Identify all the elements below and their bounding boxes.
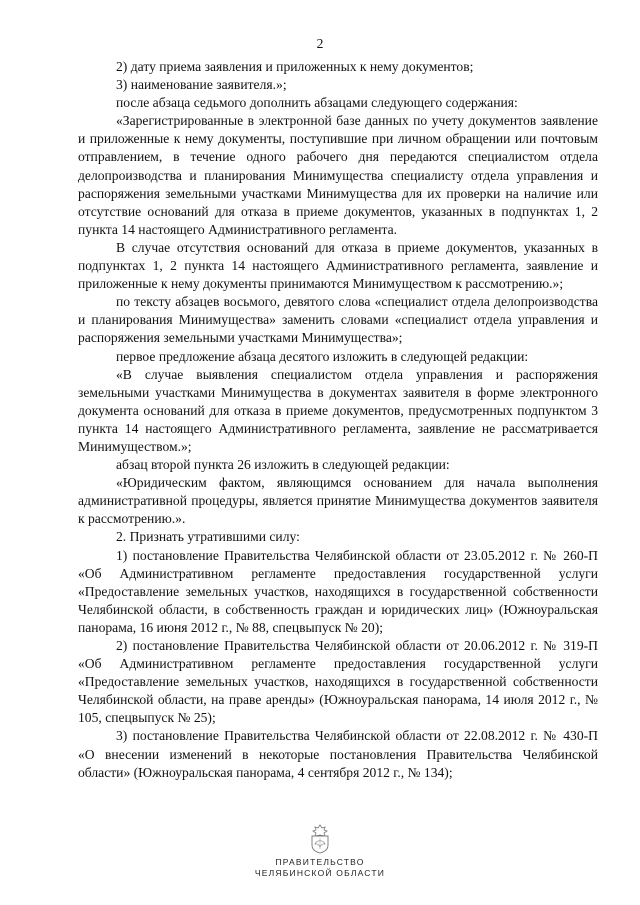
- issuer-line-1: ПРАВИТЕЛЬСТВО: [275, 857, 365, 867]
- document-body: [78, 58, 598, 782]
- issuer-footer: [0, 824, 640, 879]
- paragraph: после абзаца седьмого дополнить абзацами следующего содержания:: [116, 95, 518, 111]
- paragraph: «Юридическим фактом, являющимся основанием для начала выполнения административной процедуры, является принятие Минимущества документов заявителя к рассмотрению.».: [78, 475, 598, 527]
- paragraph: 3) наименование заявителя.»;: [116, 77, 287, 93]
- coat-of-arms-icon: [307, 824, 333, 854]
- paragraph: 2. Признать утратившими силу:: [116, 529, 300, 545]
- paragraph: 3) постановление Правительства Челябинской области от 22.08.2012 г. № 430-П «О внесении изменений в некоторые постановления Правительства Челябинской области» (Южноуральская панорама, 4 сентября 2012 г., № 134);: [78, 728, 598, 780]
- issuer-line-2: ЧЕЛЯБИНСКОЙ ОБЛАСТИ: [254, 868, 386, 878]
- paragraph: «Зарегистрированные в электронной базе данных по учету документов заявление и приложенные к нему документы, поступившие при личном обращении или почтовым отправлением, в течение одного рабочего дня передаются специалистом отдела делопроизводства и планирования Минимущества специалисту отдела управления и распоряжения земельными участками Минимущества для их проверки на наличие или отсутствие оснований для отказа в приеме документов, указанных в подпунктах 1, 2 пункта 14 настоящего Административного регламента.: [78, 113, 598, 237]
- paragraph: «В случае выявления специалистом отдела управления и распоряжения земельными участками Минимущества в документах заявителя в форме электронного документа оснований для отказа в приеме документов, предусмотренных подпунктом 3 пункта 14 настоящего Административного регламента, заявление не рассматривается Минимуществом.»;: [78, 366, 598, 454]
- paragraph: В случае отсутствия оснований для отказа в приеме документов, указанных в подпунктах 1, 2 пункта 14 настоящего Административного регламента, заявление и приложенные к нему документы принимаются Минимуществом к рассмотрению.»;: [78, 239, 598, 292]
- paragraph: 2) дату приема заявления и приложенных к нему документов;: [116, 59, 474, 74]
- paragraph: 2) постановление Правительства Челябинской области от 20.06.2012 г. № 319-П «Об Административном регламенте предоставления государственной услуги «Предоставление земельных участков, находящихся в государственной собственности Челябинской области, на праве аренды» (Южноуральская панорама, 14 июля 2012 г., № 105, спецвыпуск № 25);: [78, 638, 598, 726]
- page-number: 2: [316, 36, 324, 51]
- paragraph: 1) постановление Правительства Челябинской области от 23.05.2012 г. № 260-П «Об Административном регламенте предоставления государственной услуги «Предоставление земельных участков, находящихся в государственной собственности Челябинской области, в собственность граждан и юридических лиц» (Южноуральская панорама, 16 июня 2012 г., № 88, спецвыпуск № 20);: [78, 547, 598, 635]
- paragraph: абзац второй пункта 26 изложить в следующей редакции:: [116, 457, 450, 473]
- paragraph: первое предложение абзаца десятого изложить в следующей редакции:: [116, 348, 529, 364]
- paragraph: по тексту абзацев восьмого, девятого слова «специалист отдела делопроизводства и планирования Минимущества» заменить словами «специалист отдела управления и распоряжения земельными участками Минимущества»;: [78, 294, 598, 346]
